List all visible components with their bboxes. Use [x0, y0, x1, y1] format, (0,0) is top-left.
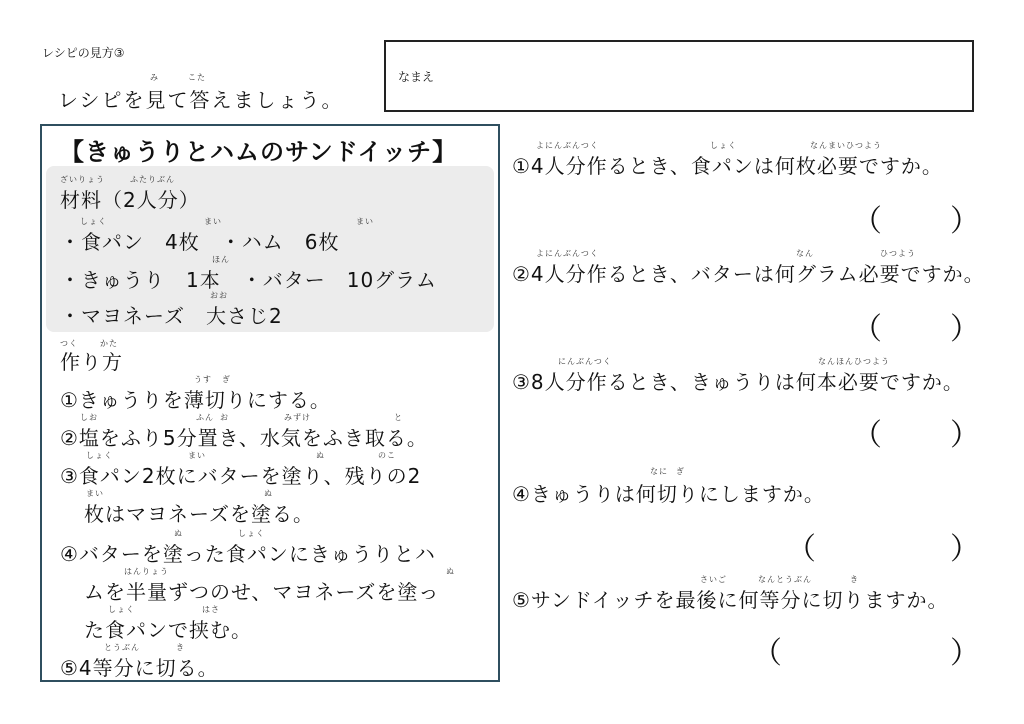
name-field[interactable] [384, 40, 974, 112]
ruby-q3-b: なんほんひつよう [818, 357, 890, 366]
step-5: ⑤4等分に切る。 [60, 656, 219, 680]
step-1: ①きゅうりを薄切りにする。 [60, 388, 331, 412]
ruby-shoku: しょく [80, 217, 107, 226]
answer-4-open: （ [786, 532, 816, 567]
ruby-nu: ぬ [316, 451, 325, 460]
ruby-q1-a: よにんぶんつく [536, 141, 599, 150]
ruby-tsuku: つく [60, 339, 78, 348]
worksheet-subtitle: レシピの見方③ [42, 46, 125, 60]
question-4: ④きゅうりは何切りにしますか。 [512, 482, 825, 506]
ruby-o: お [220, 413, 229, 422]
ruby-q2-b: なん [796, 249, 814, 258]
ruby-nu-2: ぬ [264, 489, 273, 498]
method-heading: 作り方 [60, 350, 123, 374]
ingredient-line-3: ・マヨネーズ 大さじ2 [60, 304, 283, 328]
ruby-kota: こた [188, 73, 206, 82]
ruby-hasa: はさ [202, 605, 220, 614]
ingredient-line-1: ・食パン 4枚 ・ハム 6枚 [60, 230, 340, 254]
step-4-line-1: ④バターを塗った食パンにきゅうりとハ [60, 542, 436, 566]
ruby-mizuke: みずけ [284, 413, 311, 422]
answer-1-field[interactable] [886, 198, 950, 232]
ruby-mai-4: まい [86, 489, 104, 498]
ruby-hon: ほん [212, 255, 230, 264]
ruby-q4-b: ぎ [676, 467, 685, 476]
instruction-text: レシピを見て答えましょう。 [58, 88, 344, 112]
ruby-usu: うす [194, 375, 212, 384]
ingredient-line-2: ・きゅうり 1本 ・バター 10グラム [60, 268, 437, 292]
ruby-shio: しお [80, 413, 98, 422]
answer-3-close: ） [950, 418, 980, 453]
ruby-q1-c: なんまいひつよう [810, 141, 882, 150]
question-3: ③8人分作るとき、きゅうりは何本必要ですか。 [512, 370, 964, 394]
ruby-shoku-4: しょく [108, 605, 135, 614]
ruby-nu-4: ぬ [446, 567, 455, 576]
answer-1-open: （ [852, 204, 882, 239]
ruby-to: と [394, 413, 403, 422]
ruby-shoku-2: しょく [86, 451, 113, 460]
ruby-q5-c: き [850, 575, 859, 584]
ruby-q1-b: しょく [710, 141, 737, 150]
ruby-kata: かた [100, 339, 118, 348]
ruby-fun: ふん [196, 413, 214, 422]
ruby-mai-3: まい [188, 451, 206, 460]
question-1: ①4人分作るとき、食パンは何枚必要ですか。 [512, 154, 943, 178]
ingredients-heading: 材料（2人分） [60, 188, 200, 212]
step-2: ②塩をふり5分置き、水気をふき取る。 [60, 426, 428, 450]
answer-3-open: （ [852, 418, 882, 453]
answer-2-open: （ [852, 312, 882, 347]
ruby-q5-b: なんとうぶん [758, 575, 812, 584]
answer-4-close: ） [950, 532, 980, 567]
answer-4-field[interactable] [820, 526, 950, 560]
ruby-toubun: とうぶん [104, 643, 140, 652]
ruby-gi: ぎ [222, 375, 231, 384]
name-label: なまえ [398, 70, 435, 84]
answer-3-field[interactable] [886, 412, 950, 446]
ruby-futaribun: ふたりぶん [130, 175, 175, 184]
ruby-q4-a: なに [650, 467, 668, 476]
ruby-q5-a: さいご [700, 575, 727, 584]
ruby-mai: まい [204, 217, 222, 226]
ruby-oo: おお [210, 291, 228, 300]
answer-5-open: （ [752, 636, 782, 671]
ruby-mi: み [150, 73, 159, 82]
question-5: ⑤サンドイッチを最後に何等分に切りますか。 [512, 588, 949, 612]
ruby-shoku-3: しょく [238, 529, 265, 538]
ruby-mai-2: まい [356, 217, 374, 226]
ruby-zairyou: ざいりょう [60, 175, 105, 184]
ruby-q2-c: ひつよう [880, 249, 916, 258]
step-4-line-3: た食パンで挟む。 [84, 618, 252, 642]
answer-5-field[interactable] [786, 630, 950, 664]
ruby-nu-3: ぬ [174, 529, 183, 538]
question-2: ②4人分作るとき、バターは何グラム必要ですか。 [512, 262, 985, 286]
ruby-q3-a: にんぶんつく [558, 357, 612, 366]
answer-2-close: ） [950, 312, 980, 347]
ruby-q2-a: よにんぶんつく [536, 249, 599, 258]
ruby-ki: き [176, 643, 185, 652]
step-4-line-2: ムを半量ずつのせ、マヨネーズを塗っ [84, 580, 440, 604]
step-3-line-1: ③食パン2枚にバターを塗り、残りの2 [60, 464, 422, 488]
step-3-line-2: 枚はマヨネーズを塗る。 [84, 502, 314, 526]
ruby-hanryou: はんりょう [124, 567, 169, 576]
answer-2-field[interactable] [886, 306, 950, 340]
answer-1-close: ） [950, 204, 980, 239]
ruby-noko: のこ [378, 451, 396, 460]
recipe-title: 【きゅうりとハムのサンドイッチ】 [60, 138, 458, 166]
answer-5-close: ） [950, 636, 980, 671]
